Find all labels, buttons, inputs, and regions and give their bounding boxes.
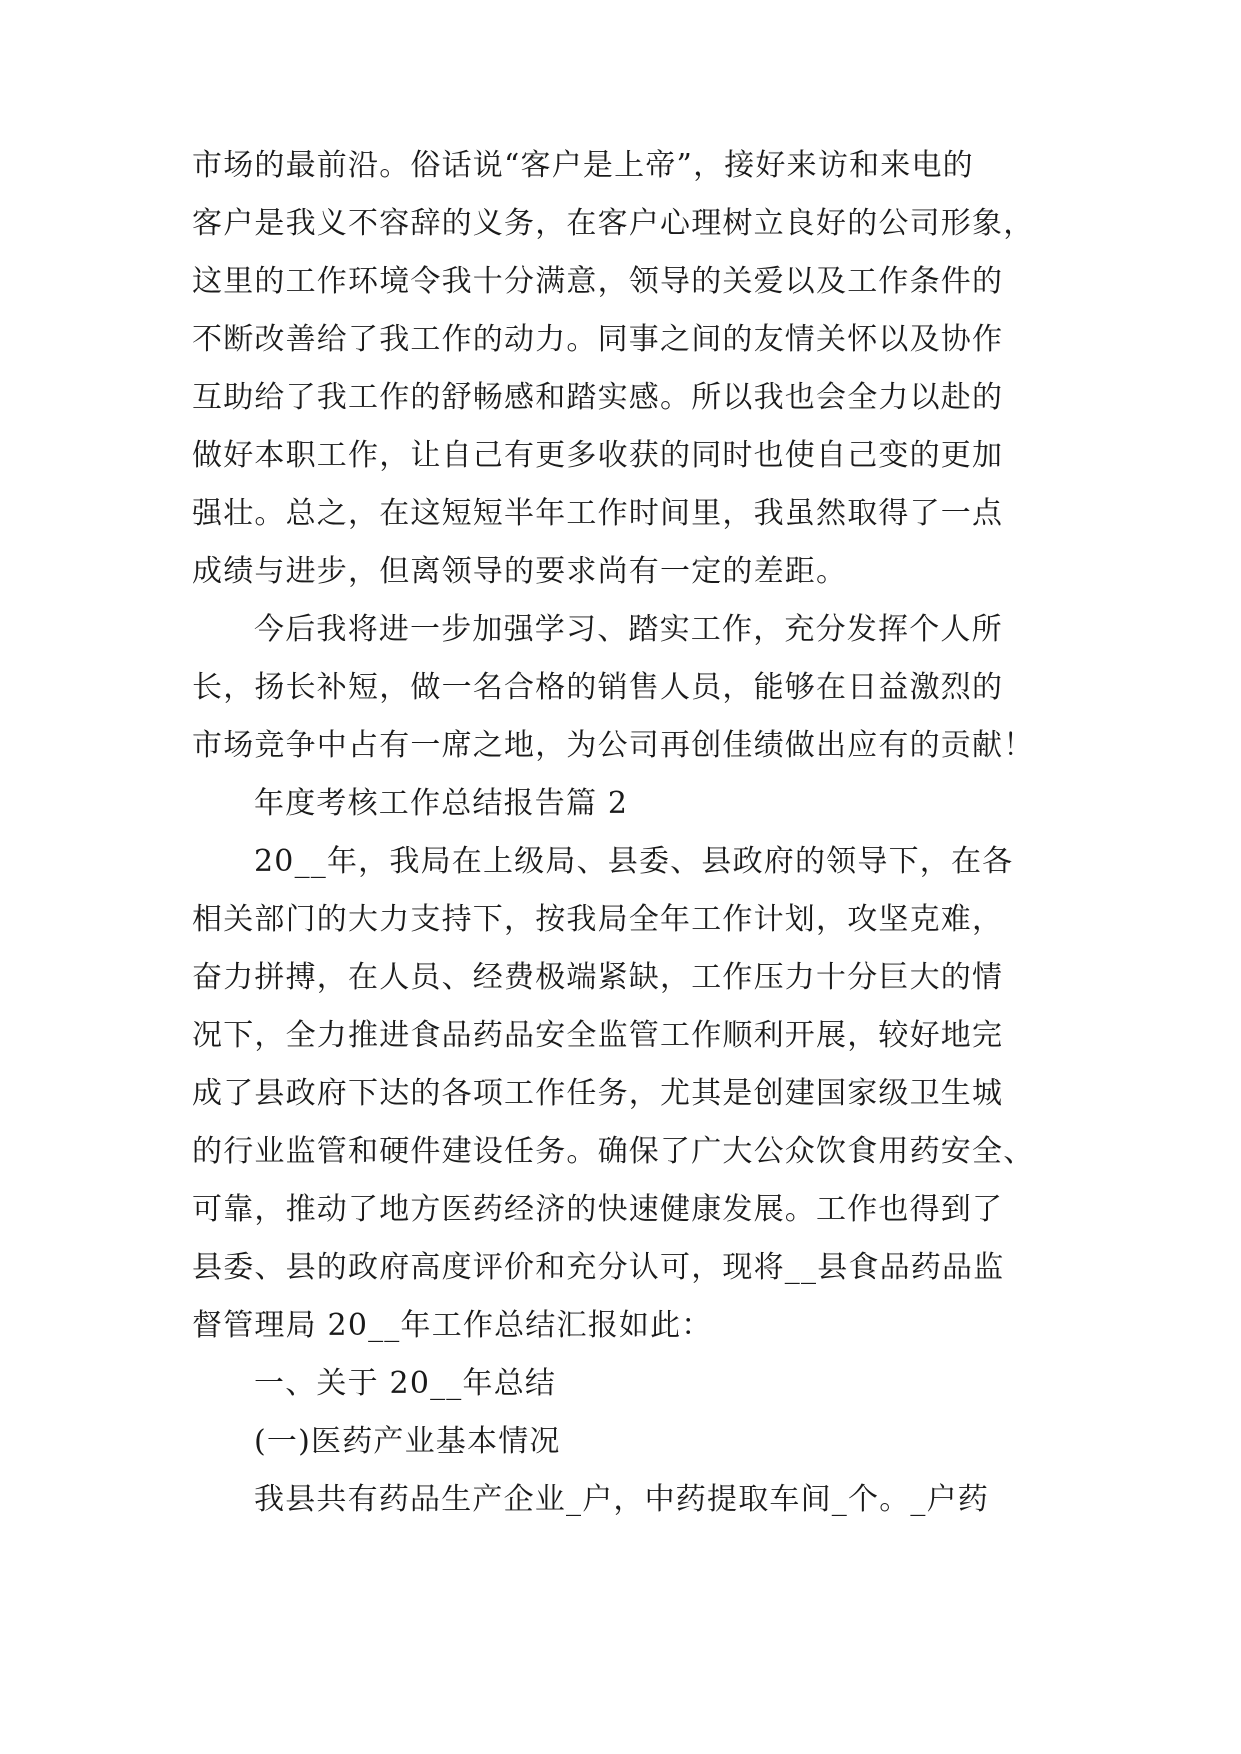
text-line: 成绩与进步，但离领导的要求尚有一定的差距。 [192,554,848,589]
text-line: 这里的工作环境令我十分满意，领导的关爱以及工作条件的 [192,264,1004,299]
text-line: 成了县政府下达的各项工作任务，尤其是创建国家级卫生城 [192,1076,1004,1111]
text-line: 县委、县的政府高度评价和充分认可，现将__县食品药品监 [192,1250,1005,1285]
text-line: 的行业监管和硬件建设任务。确保了广大公众饮食用药安全、 [192,1134,1035,1169]
text-line: 客户是我义不容辞的义务，在客户心理树立良好的公司形象， [192,206,1035,241]
text-line: 市场竞争中占有一席之地，为公司再创佳绩做出应有的贡献！ [192,728,1035,763]
text-line: 市场的最前沿。俗话说“客户是上帝”，接好来访和来电的 [192,148,974,183]
paragraph-start-line: 我县共有药品生产企业_户，中药提取车间_个。_户药 [254,1482,989,1517]
paragraph-start-line: 今后我将进一步加强学习、踏实工作，充分发挥个人所 [254,612,1003,647]
heading-level-2: (一)医药产业基本情况 [254,1424,561,1459]
text-line: 互助给了我工作的舒畅感和踏实感。所以我也会全力以赴的 [192,380,1004,415]
paragraph-start-line: 20__年，我局在上级局、县委、县政府的领导下，在各 [254,844,1014,879]
text-line: 不断改善给了我工作的动力。同事之间的友情关怀以及协作 [192,322,1004,357]
text-line: 相关部门的大力支持下，按我局全年工作计划，攻坚克难， [192,902,1004,937]
heading-level-1: 一、关于 20__年总结 [254,1366,557,1401]
text-line: 督管理局 20__年工作总结汇报如此： [192,1308,713,1343]
text-line: 可靠，推动了地方医药经济的快速健康发展。工作也得到了 [192,1192,1004,1227]
text-line: 长，扬长补短，做一名合格的销售人员，能够在日益激烈的 [192,670,1004,705]
section-title: 年度考核工作总结报告篇 2 [254,786,629,821]
text-line: 奋力拼搏，在人员、经费极端紧缺，工作压力十分巨大的情 [192,960,1004,995]
text-line: 做好本职工作，让自己有更多收获的同时也使自己变的更加 [192,438,1004,473]
text-line: 强壮。总之，在这短短半年工作时间里，我虽然取得了一点 [192,496,1004,531]
text-line: 况下，全力推进食品药品安全监管工作顺利开展，较好地完 [192,1018,1004,1053]
